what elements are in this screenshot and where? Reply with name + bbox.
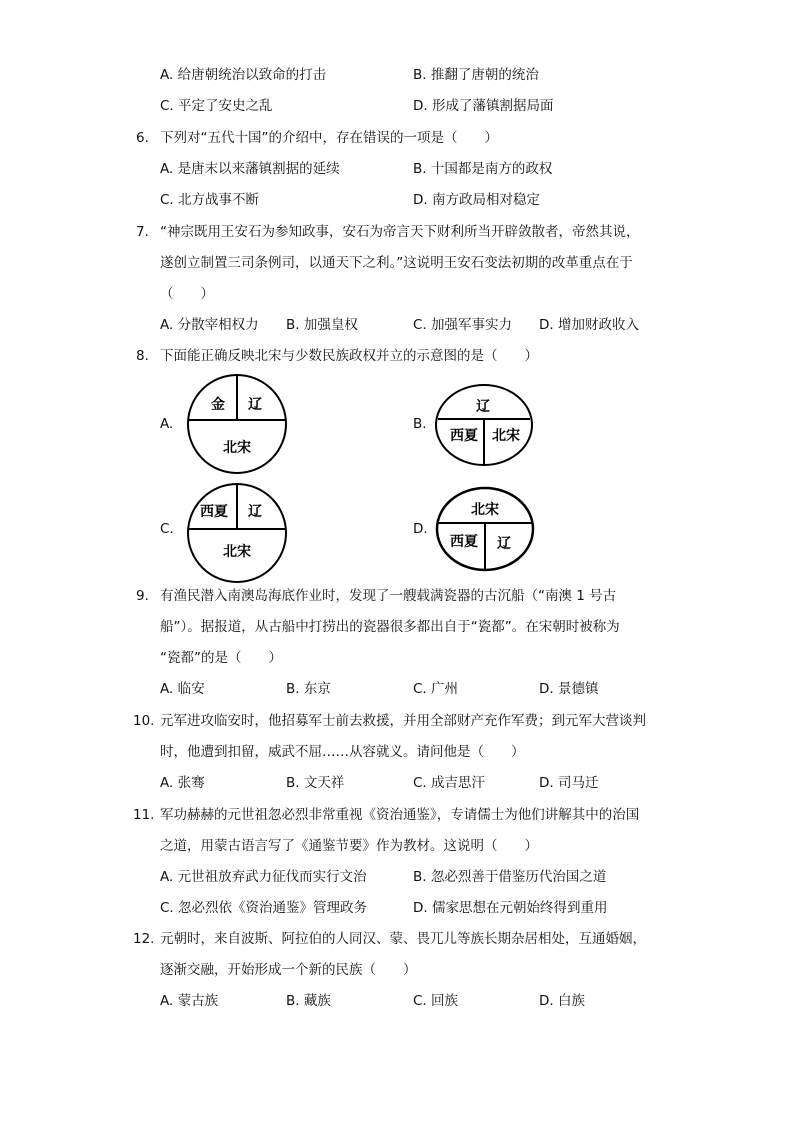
q7-option-c: C. 加强军事实力 <box>413 317 513 333</box>
q8-b-beisong: 北宋 <box>492 428 520 444</box>
q5-option-c: C. 平定了安史之乱 <box>160 98 273 114</box>
q12-option-b: B. 藏族 <box>286 993 331 1009</box>
q12-stem-line1: 元朝时，来自波斯、阿拉伯的人同汉、蒙、畏兀儿等族长期杂居相处，互通婚姻， <box>160 931 646 947</box>
q8-diagram-d <box>434 485 536 573</box>
q7-stem-line2: 遂创立制置三司条例司，以通天下之利。”这说明王安石变法初期的改革重点在于 <box>160 255 633 271</box>
q11-option-c: C. 忽必烈依《资治通鉴》管理政务 <box>160 900 368 916</box>
q5-option-a: A. 给唐朝统治以致命的打击 <box>160 67 327 83</box>
q6-stem: 下列对“五代十国”的介绍中，存在错误的一项是（ ） <box>160 130 498 146</box>
q8-diagram-b <box>434 382 534 468</box>
q10-stem-line2: 时，他遭到扣留，威武不屈……从容就义。请问他是（ ） <box>160 744 525 760</box>
q9-stem-line3: “瓷都”的是（ ） <box>160 650 282 666</box>
q12-option-c: C. 回族 <box>413 993 459 1009</box>
q10-option-c: C. 成吉思汗 <box>413 775 486 791</box>
q10-option-a: A. 张骞 <box>160 775 205 791</box>
q8-b-liao: 辽 <box>476 399 490 415</box>
q8-a-jin: 金 <box>211 397 225 413</box>
q12-option-d: D. 白族 <box>539 993 585 1009</box>
q11-number: 11. <box>133 807 155 823</box>
q10-stem-line1: 元军进攻临安时，他招募军士前去救援，并用全部财产充作军费；到元军大营谈判 <box>160 713 646 729</box>
q8-diagram-c <box>185 481 289 585</box>
q6-option-d: D. 南方政局相对稳定 <box>413 192 540 208</box>
q11-option-a: A. 元世祖放弃武力征伐而实行文治 <box>160 869 367 885</box>
q8-label-a: A. <box>160 416 174 432</box>
q9-stem-line1: 有渔民潜入南澳岛海底作业时，发现了一艘载满瓷器的古沉船（“南澳 1 号古 <box>160 588 617 604</box>
q5-option-d: D. 形成了藩镇割据局面 <box>413 98 554 114</box>
q12-stem-line2: 逐渐交融，开始形成一个新的民族（ ） <box>160 962 417 978</box>
q8-label-b: B. <box>413 416 427 432</box>
q11-option-b: B. 忽必烈善于借鉴历代治国之道 <box>413 869 607 885</box>
q8-b-xixia: 西夏 <box>450 428 478 444</box>
q6-number: 6. <box>136 130 149 146</box>
q7-option-d: D. 增加财政收入 <box>539 317 639 333</box>
q8-label-d: D. <box>413 521 428 537</box>
q7-stem-line1: “神宗既用王安石为参知政事，安石为帝言天下财利所当开辟敛散者，帝然其说， <box>160 224 640 240</box>
q8-d-beisong: 北宋 <box>471 502 499 518</box>
q12-number: 12. <box>133 931 155 947</box>
q8-number: 8. <box>136 348 149 364</box>
q8-a-beisong: 北宋 <box>223 440 251 456</box>
q9-option-d: D. 景德镇 <box>539 681 599 697</box>
q8-a-liao: 辽 <box>248 397 262 413</box>
q9-option-b: B. 东京 <box>286 681 331 697</box>
q8-d-liao: 辽 <box>497 536 511 552</box>
q8-d-xixia: 西夏 <box>450 534 478 550</box>
q9-option-a: A. 临安 <box>160 681 205 697</box>
q9-number: 9. <box>136 588 149 604</box>
q10-option-b: B. 文天祥 <box>286 775 345 791</box>
q8-c-beisong: 北宋 <box>223 544 251 560</box>
q5-option-b: B. 推翻了唐朝的统治 <box>413 67 539 83</box>
q11-stem-line1: 军功赫赫的元世祖忽必烈非常重视《资治通鉴》，专请儒士为他们讲解其中的治国 <box>160 807 640 823</box>
q7-stem-line3: （ ） <box>160 286 214 302</box>
q10-option-d: D. 司马迁 <box>539 775 599 791</box>
q8-label-c: C. <box>160 521 174 537</box>
q8-stem: 下面能正确反映北宋与少数民族政权并立的示意图的是（ ） <box>160 348 538 364</box>
q9-stem-line2: 船”）。据报道，从古船中打捞出的瓷器很多都出自于“瓷都”。在宋朝时被称为 <box>160 619 620 635</box>
q6-option-a: A. 是唐末以来藩镇割据的延续 <box>160 161 340 177</box>
q8-c-liao: 辽 <box>248 504 262 520</box>
q11-option-d: D. 儒家思想在元朝始终得到重用 <box>413 900 608 916</box>
q8-diagram-a <box>185 372 289 476</box>
q12-option-a: A. 蒙古族 <box>160 993 219 1009</box>
q9-option-c: C. 广州 <box>413 681 459 697</box>
q11-stem-line2: 之道，用蒙古语言写了《通鉴节要》作为教材。这说明（ ） <box>160 838 538 854</box>
q10-number: 10. <box>133 713 155 729</box>
q6-option-c: C. 北方战事不断 <box>160 192 260 208</box>
q8-c-xixia: 西夏 <box>200 504 228 520</box>
q7-number: 7. <box>136 224 149 240</box>
q6-option-b: B. 十国都是南方的政权 <box>413 161 553 177</box>
q7-option-a: A. 分散宰相权力 <box>160 317 259 333</box>
q7-option-b: B. 加强皇权 <box>286 317 358 333</box>
